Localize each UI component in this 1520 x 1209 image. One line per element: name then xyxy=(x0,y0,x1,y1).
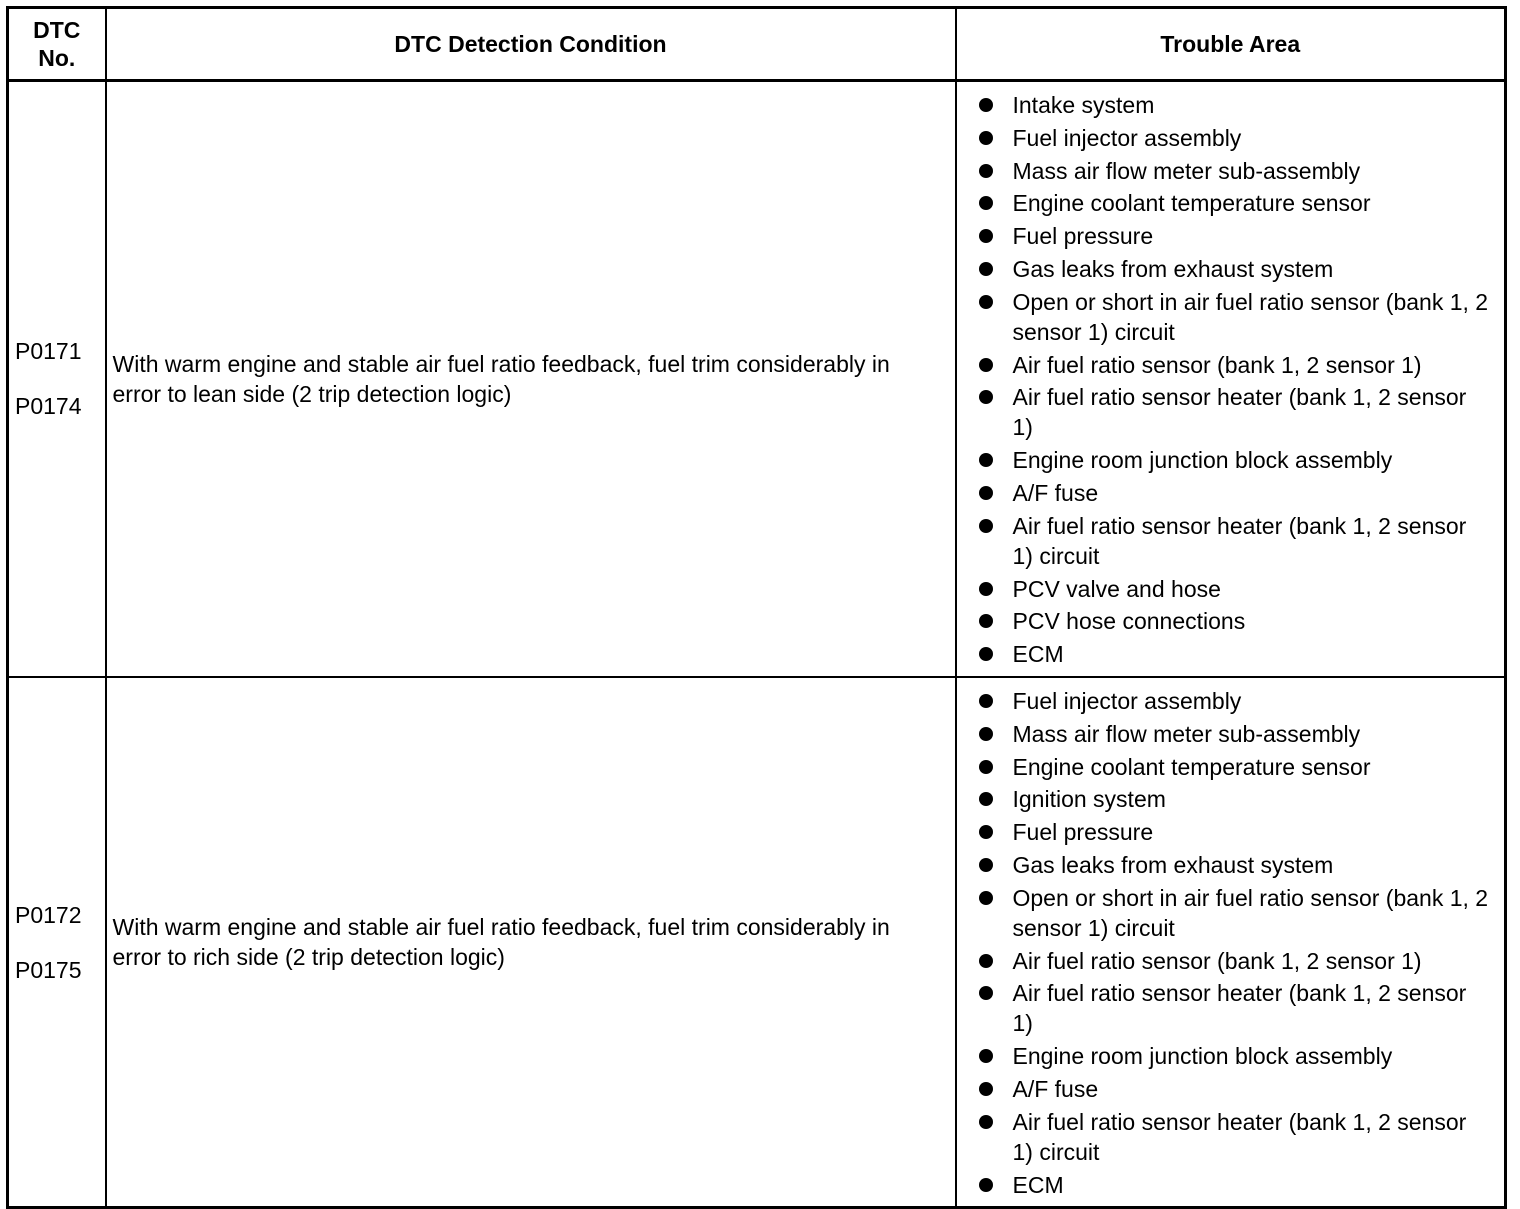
bullet-icon xyxy=(979,825,993,839)
trouble-area-item xyxy=(977,817,1491,847)
bullet-icon xyxy=(979,792,993,806)
table-body xyxy=(8,81,1506,1208)
trouble-area-text: ECM xyxy=(1012,641,1064,668)
trouble-area-item xyxy=(977,719,1491,749)
trouble-area-text: Fuel injector assembly xyxy=(1012,687,1242,714)
bullet-icon xyxy=(979,694,993,708)
header-row xyxy=(8,8,1506,81)
trouble-area-item xyxy=(977,287,1491,347)
bullet-icon xyxy=(979,196,993,210)
trouble-area-item xyxy=(977,883,1491,943)
bullet-icon xyxy=(979,131,993,145)
trouble-area-text: Fuel injector assembly xyxy=(1012,124,1242,151)
trouble-area-text: Fuel pressure xyxy=(1012,223,1154,250)
bullet-icon xyxy=(979,453,993,467)
trouble-area-item xyxy=(977,221,1491,251)
dtc-codes-cell xyxy=(8,677,106,1208)
trouble-area-text: PCV hose connections xyxy=(1012,608,1246,635)
trouble-area-item xyxy=(977,511,1491,571)
trouble-area-cell xyxy=(956,677,1506,1208)
bullet-icon xyxy=(979,986,993,1000)
trouble-area-text: Air fuel ratio sensor (bank 1, 2 sensor 1) xyxy=(1012,351,1422,378)
bullet-icon xyxy=(979,1049,993,1063)
trouble-area-text: Air fuel ratio sensor (bank 1, 2 sensor 1) xyxy=(1012,947,1422,974)
trouble-area-text: Fuel pressure xyxy=(1012,819,1154,846)
trouble-area-text: PCV valve and hose xyxy=(1012,575,1221,602)
trouble-area-text: Open or short in air fuel ratio sensor (bank 1, 2 sensor 1) circuit xyxy=(1012,288,1489,345)
bullet-icon xyxy=(979,727,993,741)
trouble-area-text: A/F fuse xyxy=(1012,1075,1099,1102)
trouble-area-cell xyxy=(956,81,1506,677)
bullet-icon xyxy=(979,229,993,243)
trouble-area-text: Air fuel ratio sensor heater (bank 1, 2 sensor 1) circuit xyxy=(1012,1108,1467,1165)
trouble-area-item xyxy=(977,850,1491,880)
trouble-area-item xyxy=(977,752,1491,782)
bullet-icon xyxy=(979,358,993,372)
trouble-area-item xyxy=(977,90,1491,120)
bullet-icon xyxy=(979,1082,993,1096)
trouble-area-text: Mass air flow meter sub-assembly xyxy=(1012,157,1361,184)
trouble-area-item xyxy=(977,946,1491,976)
trouble-area-text: Ignition system xyxy=(1012,786,1166,813)
dtc-table xyxy=(6,6,1507,1209)
trouble-area-item xyxy=(977,123,1491,153)
bullet-icon xyxy=(979,295,993,309)
trouble-area-text: Gas leaks from exhaust system xyxy=(1012,851,1334,878)
trouble-area-text: Air fuel ratio sensor heater (bank 1, 2 sensor 1) xyxy=(1012,384,1467,441)
trouble-area-item xyxy=(977,978,1491,1038)
trouble-area-text: Air fuel ratio sensor heater (bank 1, 2 sensor 1) xyxy=(1012,980,1467,1037)
dtc-code: P0174 xyxy=(15,393,82,420)
trouble-area-item xyxy=(977,639,1491,669)
dtc-codes-cell xyxy=(8,81,106,677)
trouble-area-text: Air fuel ratio sensor heater (bank 1, 2 sensor 1) circuit xyxy=(1012,512,1467,569)
trouble-area-item xyxy=(977,1107,1491,1167)
header-dtc-no-label: DTC No. xyxy=(33,17,81,71)
trouble-area-text: Engine coolant temperature sensor xyxy=(1012,753,1371,780)
bullet-icon xyxy=(979,760,993,774)
dtc-code: P0171 xyxy=(15,338,82,365)
header-detection-condition: DTC Detection Condition xyxy=(106,8,956,81)
trouble-area-text: Gas leaks from exhaust system xyxy=(1012,255,1334,282)
bullet-icon xyxy=(979,486,993,500)
bullet-icon xyxy=(979,614,993,628)
header-trouble-area: Trouble Area xyxy=(956,8,1506,81)
dtc-code: P0172 xyxy=(15,901,82,928)
bullet-icon xyxy=(979,262,993,276)
dtc-code: P0175 xyxy=(15,956,82,983)
trouble-area-text: Engine room junction block assembly xyxy=(1012,447,1393,474)
trouble-area-text: Engine coolant temperature sensor xyxy=(1012,190,1371,217)
trouble-area-item xyxy=(977,478,1491,508)
bullet-icon xyxy=(979,647,993,661)
trouble-area-list xyxy=(977,90,1491,669)
trouble-area-item xyxy=(977,350,1491,380)
bullet-icon xyxy=(979,954,993,968)
trouble-area-item xyxy=(977,445,1491,475)
trouble-area-item xyxy=(977,606,1491,636)
trouble-area-item xyxy=(977,784,1491,814)
detection-condition-cell: With warm engine and stable air fuel ratio feedback, fuel trim considerably in error to lean side (2 trip detection logic) xyxy=(106,81,956,677)
trouble-area-text: ECM xyxy=(1012,1171,1064,1198)
bullet-icon xyxy=(979,582,993,596)
bullet-icon xyxy=(979,891,993,905)
bullet-icon xyxy=(979,858,993,872)
trouble-area-text: Intake system xyxy=(1012,92,1155,118)
trouble-area-item xyxy=(977,254,1491,284)
bullet-icon xyxy=(979,1178,993,1192)
trouble-area-text: A/F fuse xyxy=(1012,479,1099,506)
bullet-icon xyxy=(979,390,993,404)
trouble-area-item xyxy=(977,574,1491,604)
trouble-area-list xyxy=(977,686,1491,1200)
bullet-icon xyxy=(979,1115,993,1129)
trouble-area-item xyxy=(977,188,1491,218)
table-row xyxy=(8,677,1506,1208)
bullet-icon xyxy=(979,519,993,533)
bullet-icon xyxy=(979,98,993,112)
trouble-area-item xyxy=(977,1074,1491,1104)
bullet-icon xyxy=(979,164,993,178)
table-row xyxy=(8,81,1506,677)
trouble-area-text: Open or short in air fuel ratio sensor (bank 1, 2 sensor 1) circuit xyxy=(1012,884,1489,941)
trouble-area-item xyxy=(977,156,1491,186)
trouble-area-item xyxy=(977,382,1491,442)
header-dtc-no xyxy=(8,8,106,81)
trouble-area-text: Mass air flow meter sub-assembly xyxy=(1012,720,1361,747)
detection-condition-cell: With warm engine and stable air fuel ratio feedback, fuel trim considerably in error to rich side (2 trip detection logic) xyxy=(106,677,956,1208)
trouble-area-item xyxy=(977,1041,1491,1071)
trouble-area-item xyxy=(977,1170,1491,1200)
trouble-area-item xyxy=(977,686,1491,716)
trouble-area-text: Engine room junction block assembly xyxy=(1012,1043,1393,1070)
